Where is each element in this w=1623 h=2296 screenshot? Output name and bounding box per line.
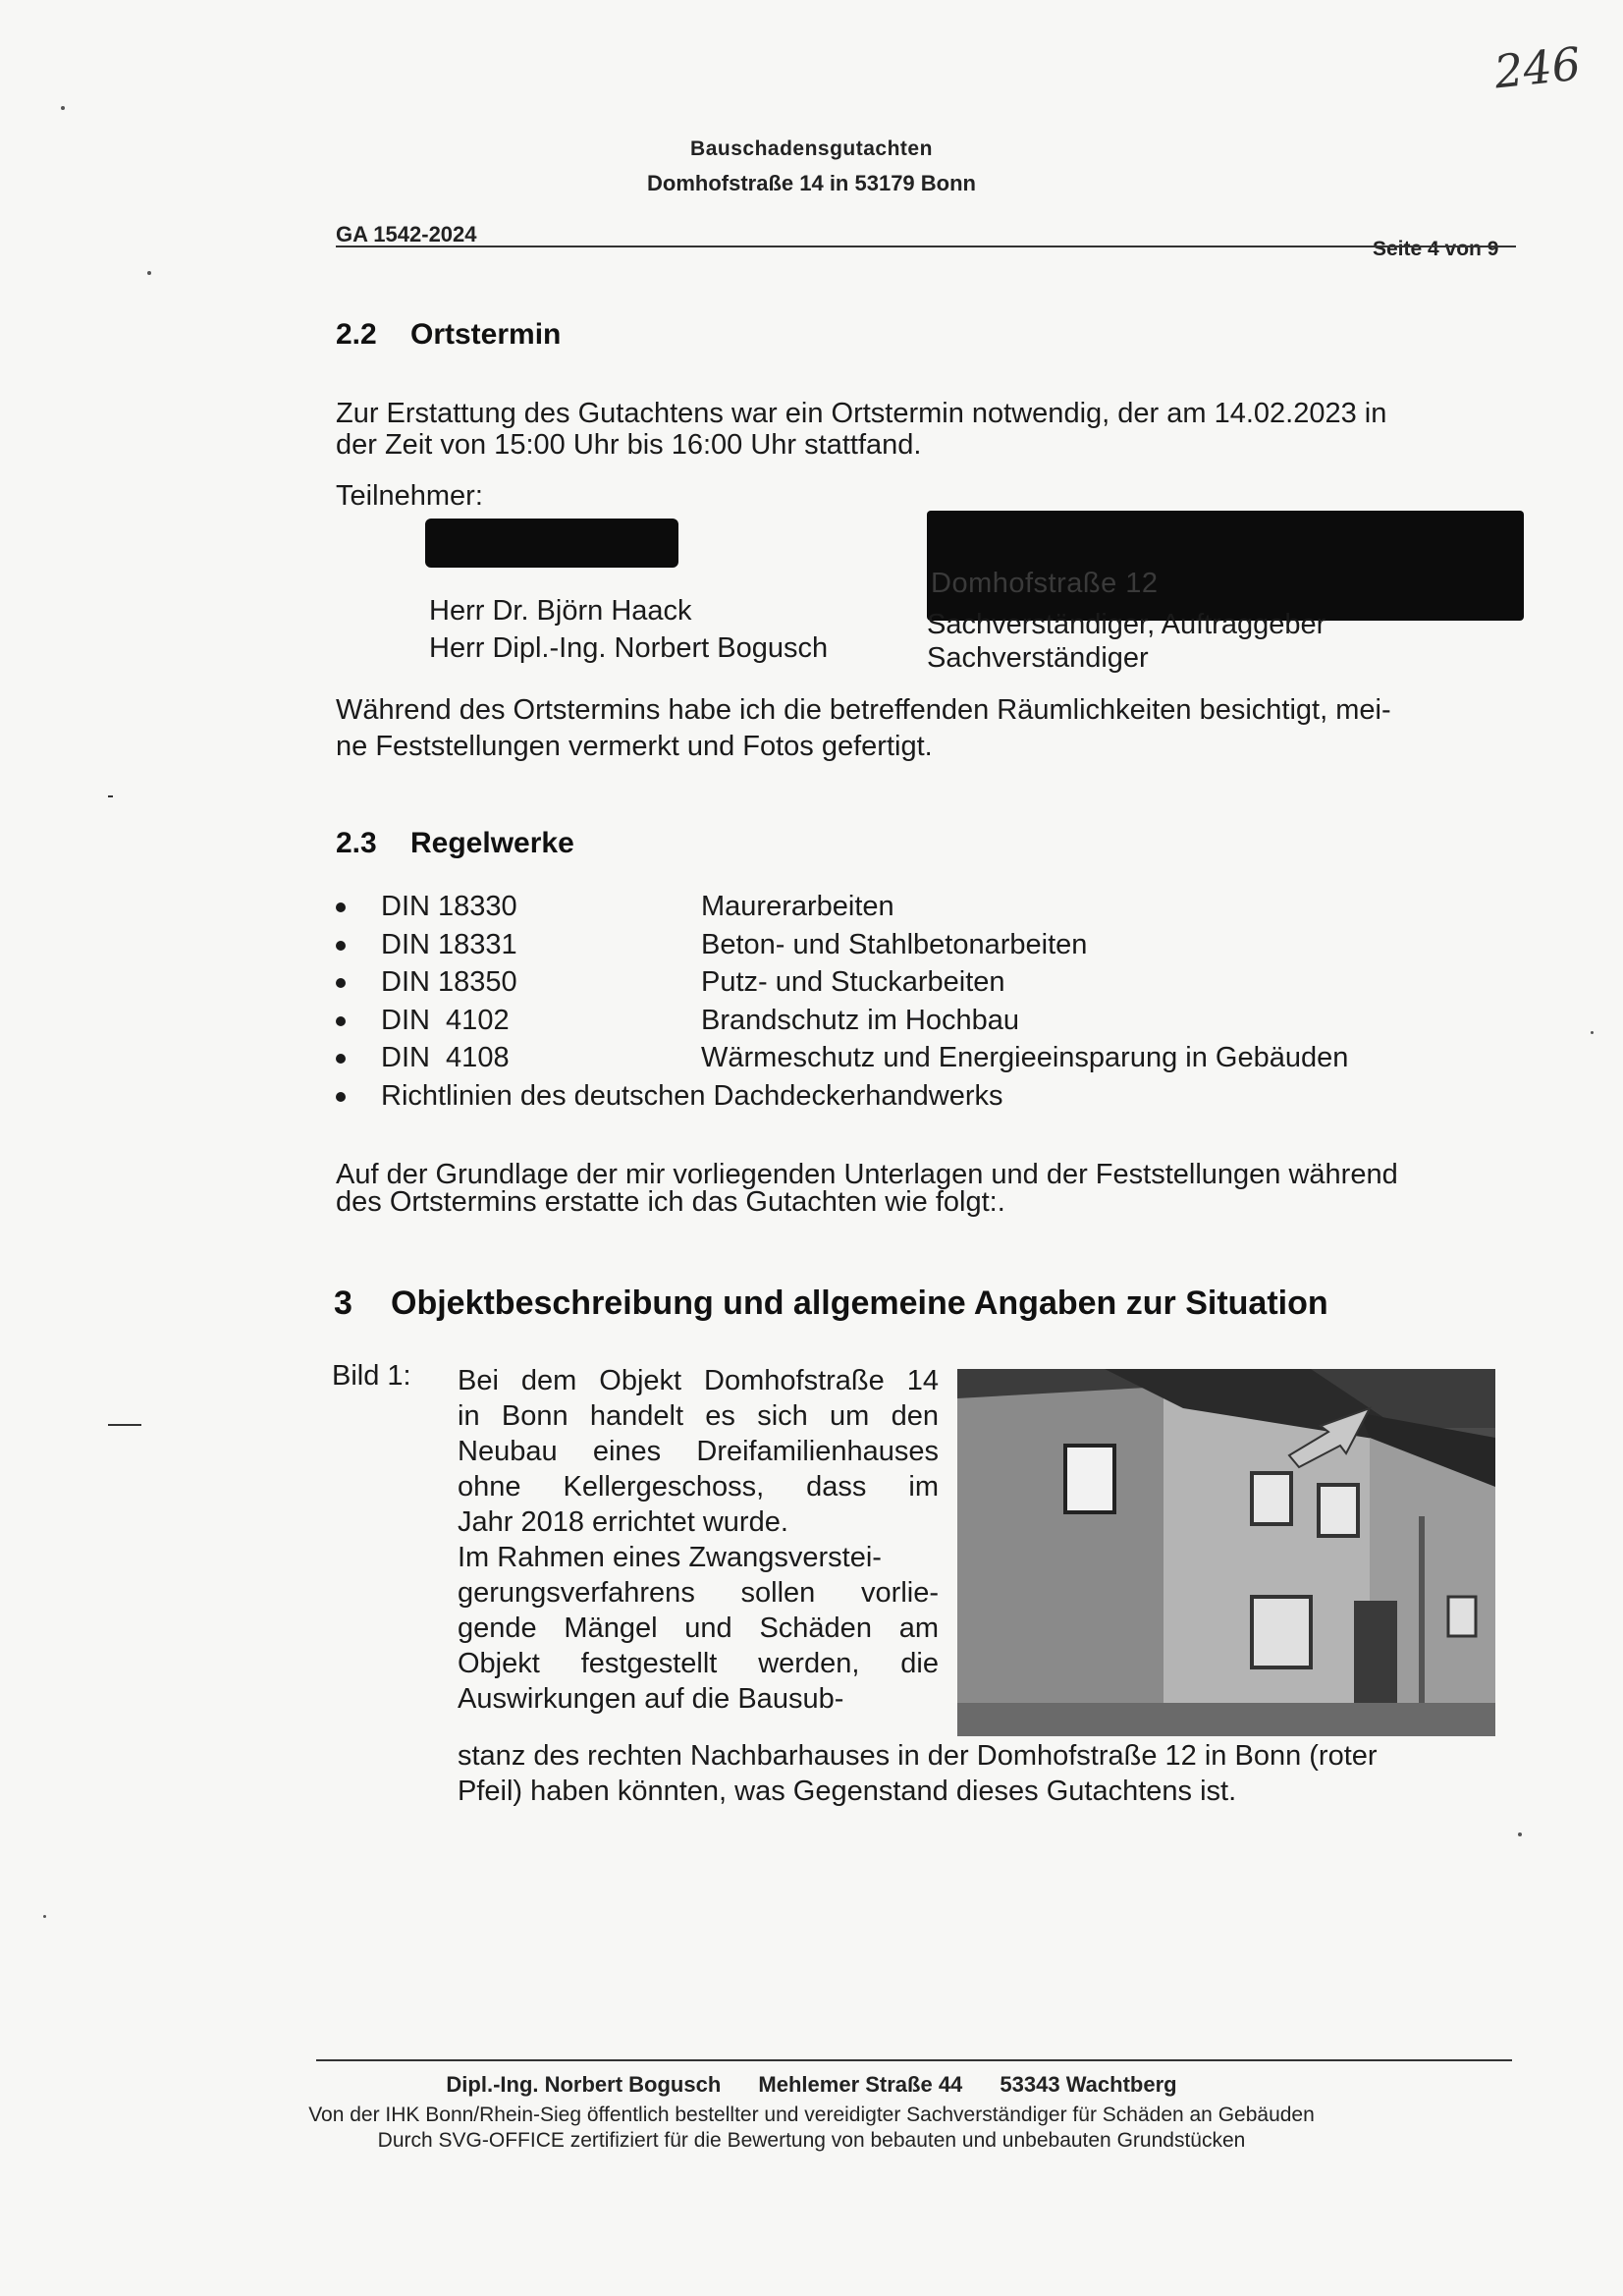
description-line: Jahr 2018 errichtet wurde. <box>458 1506 788 1538</box>
header-title: Bauschadensgutachten <box>690 137 933 160</box>
page-indicator: Seite 4 von 9 <box>1373 238 1499 260</box>
list-item <box>336 888 1514 926</box>
description-wide-line-2: Pfeil) haben könnten, was Gegenstand dieses Gutachtens ist. <box>458 1776 1237 1807</box>
bullet-icon <box>336 1016 346 1026</box>
section-title: Objektbeschreibung und allgemeine Angaben zur Situation <box>391 1285 1328 1322</box>
description-line: in Bonn handelt es sich um den <box>458 1400 939 1432</box>
norm-code: DIN 18330 <box>381 891 517 922</box>
building-photo <box>957 1369 1495 1736</box>
norm-description: Maurerarbeiten <box>701 891 894 922</box>
description-line: Objekt festgestellt werden, die <box>458 1648 939 1679</box>
description-line: Auswirkungen auf die Bausub- <box>458 1683 844 1715</box>
header-divider <box>336 246 1516 247</box>
footer-contact <box>0 2072 1623 2098</box>
section-number: 3 <box>334 1285 352 1322</box>
participants-label: Teilnehmer: <box>336 480 483 512</box>
list-item <box>336 1002 1514 1040</box>
description-line: ohne Kellergeschoss, dass im <box>458 1471 939 1503</box>
description-line: gende Mängel und Schäden am <box>458 1613 939 1644</box>
object-description <box>458 1363 939 1717</box>
scan-speck <box>108 1424 141 1426</box>
redaction-block <box>425 519 678 568</box>
section-number: 2.2 <box>336 318 377 351</box>
ortstermin-closing-1: Während des Ortstermins habe ich die betreffenden Räumlichkeiten besichtigt, mei- <box>336 694 1391 726</box>
footer-certification-2: Durch SVG-OFFICE zertifiziert für die Bewertung von bebauten und unbebauten Grundstücken <box>377 2129 1246 2152</box>
scan-speck <box>1591 1031 1594 1034</box>
scan-speck <box>147 271 151 275</box>
description-line: Im Rahmen eines Zwangsverstei- <box>458 1542 882 1573</box>
list-item <box>336 1077 1514 1116</box>
footer-certification-1: Von der IHK Bonn/Rhein-Sieg öffentlich bestellter und vereidigter Sachverständiger für Schäden an Gebäuden <box>308 2104 1315 2126</box>
description-line: Neubau eines Dreifamilienhauses <box>458 1436 939 1467</box>
regelwerke-list <box>336 888 1514 1115</box>
norm-code: DIN 4102 <box>381 1004 510 1036</box>
participant-role: Sachverständiger <box>927 642 1149 674</box>
footer-divider <box>316 2059 1512 2061</box>
section-title: Ortstermin <box>410 318 562 351</box>
participant-name: Herr Dipl.-Ing. Norbert Bogusch <box>429 632 829 664</box>
bullet-icon <box>336 978 346 988</box>
handwritten-page-number: 246 <box>1491 36 1584 99</box>
description-line: Bei dem Objekt Domhofstraße 14 <box>458 1365 939 1396</box>
bullet-icon <box>336 941 346 951</box>
norm-description: Richtlinien des deutschen Dachdeckerhandwerks <box>381 1079 1003 1112</box>
ortstermin-line-1: Zur Erstattung des Gutachtens war ein Ortstermin notwendig, der am 14.02.2023 in <box>336 398 1387 429</box>
section-2-2-heading <box>336 318 561 352</box>
norm-code: DIN 4108 <box>381 1042 510 1073</box>
norm-description: Beton- und Stahlbetonarbeiten <box>701 928 1088 960</box>
ortstermin-line-2: der Zeit von 15:00 Uhr bis 16:00 Uhr stattfand. <box>336 429 922 461</box>
section-number: 2.3 <box>336 827 377 859</box>
ortstermin-closing-2: ne Feststellungen vermerkt und Fotos gefertigt. <box>336 731 933 762</box>
bullet-icon <box>336 902 346 912</box>
list-item <box>336 1039 1514 1077</box>
redaction-block <box>927 511 1524 621</box>
norm-code: DIN 18350 <box>381 966 517 998</box>
description-wide-line-1: stanz des rechten Nachbarhauses in der Domhofstraße 12 in Bonn (roter <box>458 1740 1378 1772</box>
norm-description: Brandschutz im Hochbau <box>701 1004 1019 1036</box>
document-code: GA 1542-2024 <box>336 222 477 246</box>
description-line: gerungsverfahrens sollen vorlie- <box>458 1577 939 1609</box>
header-address: Domhofstraße 14 in 53179 Bonn <box>647 171 976 195</box>
section-title: Regelwerke <box>410 827 574 859</box>
redacted-residual-text: Domhofstraße 12 <box>931 568 1159 599</box>
scan-speck <box>61 106 65 110</box>
scan-speck <box>1518 1832 1522 1836</box>
list-item <box>336 963 1514 1002</box>
section-3-heading <box>334 1285 1328 1323</box>
norm-description: Putz- und Stuckarbeiten <box>701 966 1005 998</box>
footer-name: Dipl.-Ing. Norbert Bogusch <box>446 2072 722 2097</box>
participant-name: Herr Dr. Björn Haack <box>429 595 692 627</box>
bullet-icon <box>336 1092 346 1102</box>
norm-code: DIN 18331 <box>381 928 517 960</box>
section-2-3-heading <box>336 827 574 860</box>
regelwerke-closing-1: Auf der Grundlage der mir vorliegenden Unterlagen und der Feststellungen während <box>336 1159 1398 1190</box>
image-label: Bild 1: <box>332 1360 411 1392</box>
list-item <box>336 926 1514 964</box>
scan-speck <box>43 1915 46 1918</box>
participant-role: Sachverständiger, Auftraggeber <box>927 609 1326 640</box>
norm-description: Wärmeschutz und Energieeinsparung in Gebäuden <box>701 1042 1349 1073</box>
scan-speck <box>108 795 113 797</box>
footer-city: 53343 Wachtberg <box>1000 2072 1177 2097</box>
footer-street: Mehlemer Straße 44 <box>758 2072 963 2097</box>
bullet-icon <box>336 1054 346 1064</box>
regelwerke-closing-2: des Ortstermins erstatte ich das Gutachten wie folgt:. <box>336 1186 1005 1218</box>
